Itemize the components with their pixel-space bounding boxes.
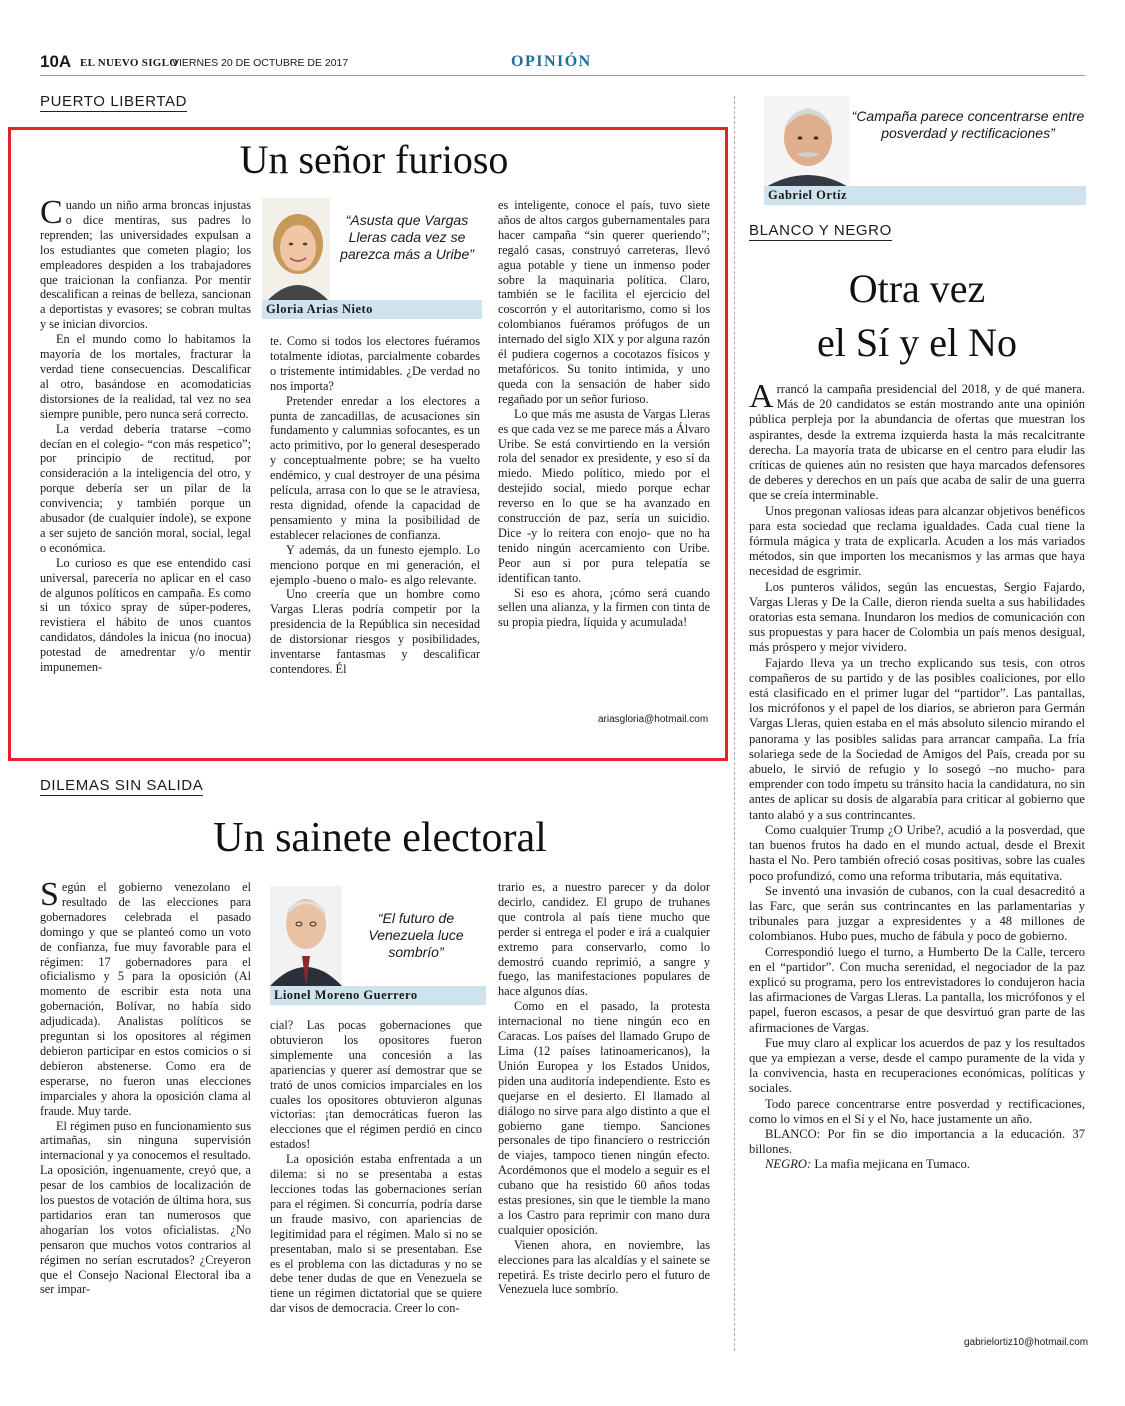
paragraph: Y además, da un funesto ejemplo. Lo menciono porque en mi generación, el ejemplo -bueno o malo- es algo relevante. [270,542,480,587]
article1-author-box [262,198,482,318]
article1-author-name: Gloria Arias Nieto [262,300,482,319]
paragraph: Correspondió luego el turno, a Humberto De la Calle, tercero en el “partidor”. Con mucha serenidad, el negociador de la paz explicó su programa, pero los entrevistadores lo condujeron hacia las afirmaciones de Vargas Lleras. La pantalla, los micrófonos y el papel, fueron escasos, a pesar de que desvirtuó gran parte de las afirmaciones de Vargas. [749,944,1085,1035]
author-photo [764,96,850,188]
dropcap: C [40,198,63,231]
paragraph: Arrancó la campaña presidencial del 2018, y de qué manera. Más de 20 candidatos se están mostrando ante una opinión pública perpleja por la abundancia de ofertas que muestran los aspirantes, desde la extrema izquierda hasta la más recalcitrante derecha. La mayoría trata de ubicarse en el centro para eludir las críticas de quienes aún no resisten que haya marcados defensores de deberes y derechos en un país que acaba de salir de una guerra que se creía interminable. [749,382,1085,503]
issue-date: VIERNES 20 DE OCTUBRE DE 2017 [172,57,349,69]
author-portrait-icon [262,198,330,300]
article3-pullquote: “Campaña parece concentrarse entre posverdad y rectificaciones” [851,108,1085,141]
article2-column-2 [270,1018,482,1350]
page-number: 10A [40,52,72,71]
author-portrait-icon [764,96,850,188]
article1-column-3 [498,198,710,710]
title-line: el Sí y el No [817,320,1017,365]
paragraph: cial? Las pocas gobernaciones que obtuvieron los opositores fueron simplemente una concesión a las apariencias y querer así demostrar que se trató de unos comicios imparciales en los cuales los opositores obtuvieron algunas victorias: ¡tan democráticas fueron las elecciones que el régimen perdió en cinco estados! [270,1018,482,1152]
paragraph: Fajardo lleva ya un trecho explicando sus tesis, con otros compañeros de su partido y de las posibles coaliciones, por ello está clasificado en el primer lugar del “partidor”. Las pantallas, los micrófonos y el papel de los diarios, se abrieron para Germán Vargas Lleras, quien estaba en el más absoluto silencio mirando el panorama y las posibles salidas para arrancar campaña. La fría solariega sede de la Sociedad de Amigos del País, creada por su abuelo, le sirvió de refugio y lo sosegó –no mucho- para emprender con todo ímpetu su tránsito hacia la candidatura, no sin antes de aplicar su dosis de algarabía para criticar al gobierno que tanto alabó y a sus contrincantes. [749,655,1085,822]
article1-kicker: PUERTO LIBERTAD [40,93,188,110]
paragraph: te. Como si todos los electores fuéramos totalmente idiotas, parcialmente cobardes o tristemente intimidables. ¿De verdad no nos importa? [270,334,480,393]
article1-column-2 [270,334,480,734]
paragraph: Lo que más me asusta de Vargas Lleras es que cada vez se me parece más a Álvaro Uribe. Se está convirtiendo en la versión rola del senador ex presidente, y eso sí da miedo. Miedo político, miedo por el destejido social, miedo porque echar reverso en lo que se ha avanzado en construcción de paz, sería un suicidio. Dice -y lo reitera con enojo- que no ha tenido ningún acercamiento con Uribe. Peor aun si por pura telepatía se identifican tanto. [498,406,710,585]
paragraph: Si eso es ahora, ¡cómo será cuando sellen una alianza, y la firmen con tinta de su propia piedra, líquida y acumulada! [498,585,710,630]
article1-column-1 [40,198,251,738]
article3-author-box [764,96,1086,208]
paragraph: Unos pregonan valiosas ideas para alcanzar objetivos benéficos para esta sociedad que reclama igualdades. Cada cual tiene la fórmula mágica y trata de explicarla. Acuden a los más variados métodos, sin que importen los mecanismos y las armas que haya necesidad de esgrimir. [749,503,1085,579]
section-name: OPINIÓN [511,53,592,70]
article1-pullquote: “Asusta que Vargas Lleras cada vez se parezca más a Uribe” [340,212,474,262]
paragraph: En el mundo como lo habitamos la mayoría de los mortales, fracturar la verdad tiene consecuencias. Descalificar al otro, basándose en acomodaticias distorsiones de la realidad, tal vez no sea siempre punible, pero nunca será correcto. [40,332,251,421]
article2-title: Un sainete electoral [213,815,547,861]
paragraph: El régimen puso en funcionamiento sus artimañas, sin ninguna supervisión internacional y ya conocemos el resultado. La oposición, ingenuamente, creyó que, a pesar de los cambios de localización de los puestos de votación de última hora, sus partidarios eran tan numerosos que ahogarían los votos oficialistas. ¿No pensaron que muchos votos contrarios al régimen no serían escrutados? ¿Creyeron que el Consejo Nacional Electoral iba a ser impar- [40,1118,251,1297]
article1-email[interactable]: ariasgloria@hotmail.com [598,714,709,725]
paragraph: Cuando un niño arma broncas injustas o dice mentiras, sus padres lo reprenden; las universidades expulsan a los estudiantes que cometen plagio; los empleadores despiden a los trabajadores que traicionan la confianza. Por mentir descalifican a reinas de belleza, sancionan a deportistas y evasores; se cobran multas y se inician divorcios. [40,198,251,332]
article2-column-3 [498,880,710,1350]
paragraph: La verdad debería tratarse –como decían en el colegio- “con más respetico”; por principio de rectitud, por consideración a la inteligencia del otro, y porque debería ser un pilar de la convivencia; y también porque un abusador (de cualquier índole), se expone a ser sujeto de sanción moral, social, legal o económica. [40,421,251,555]
paragraph: Pretender enredar a los electores a punta de zancadillas, de acusaciones sin fundamento y calumnias sofocantes, es un acto primitivo, por lo general desesperado y conceptualmente pobre; se ha vuelto endémico, y cual destroyer de una pésima película, arrasa con lo que se le atraviesa, resta dignidad, ofende la capacidad de pensamiento y mina la posibilidad de establecer relaciones de confianza. [270,393,480,542]
article3-body [749,382,1085,1334]
article2-pullquote: “El futuro de Venezuela luce sombrío” [368,910,464,960]
dropcap: A [749,382,774,415]
dropcap: S [40,880,59,913]
negro-line: NEGRO: La mafia mejicana en Tumaco. [765,1157,970,1172]
column-divider [734,96,735,1351]
paragraph: Todo parece concentrarse entre posverdad y rectificaciones, como lo vimos en el Sí y el No, hace justamente un año. [749,1096,1085,1126]
author-photo [262,198,330,300]
paragraph: Como cualquier Trump ¿O Uribe?, acudió a la posverdad, que tan buenos frutos ha dado en el mundo actual, desde el Brexit hasta el No. Pero también ofreció cosas positivas, sobre las cuales poco profundizó, como una reforma tributaria, más equitativa. [749,822,1085,883]
author-photo [270,886,342,986]
blanco-line: BLANCO: Por fin se dio importancia a la educación. 37 billones. [749,1126,1085,1157]
article2-kicker: DILEMAS SIN SALIDA [40,777,204,794]
paragraph: Los punteros válidos, según las encuestas, Sergio Fajardo, Vargas Lleras y De la Calle, dieron rienda suelta a sus habilidades oratorias esta semana. Inundaron los medios de comunicación con sus propuestas y para hacer de Colombia un país menos desigual, más próspero y mejor vividero. [749,579,1085,655]
article2-column-1 [40,880,251,1350]
article1-title: Un señor furioso [239,137,509,182]
paragraph: Como en el pasado, la protesta internacional no tiene ningún eco en Caracas. Los países del llamado Grupo de Lima (12 países latinoamericanos), la Unión Europea y los Estados Unidos, piden una auditoría independiente. Esto es quejarse en el desierto. El llamado al diálogo no sirve para algo distinto a que el gobierno gane tiempo. Sanciones personales de tipo financiero o restricción de viajes, tampoco tienen ningún efecto. Acordémonos que el modelo a seguir es el cubano que ha resistido 60 años todas estas presiones, sin que le tiemble la mano a los Castro para reprimir con mano dura cualquier oposición. [498,999,710,1237]
author-portrait-icon [270,886,342,986]
title-line: Otra vez [848,266,986,311]
paragraph: La oposición estaba enfrentada a un dilema: si no se presentaba a estas lecciones todas las gobernaciones serían para el régimen. Si concurría, podría darse un fraude masivo, con apariencias de legitimidad para el régimen. Malo si no se presentaban, malo si se presentaban. Ese es el problema con las dictaduras y no se debe tener dudas de que en Venezuela se tiene un régimen dictatorial que se quiere dar visos de democracia. Creer lo con- [270,1152,482,1316]
paragraph: Según el gobierno venezolano el resultado de las elecciones para gobernadores celebrada el pasado domingo y que se planteó como un voto de confianza, fue muy favorable para el régimen: 17 gobernadores para el oficialismo y 5 para la oposición (Al momento de escribir esta nota una gobernación, Bolívar, no había sido adjudicada). Analistas políticos se preguntan si los opositores al régimen debieron participar en estos comicios o si debieron abstenerse. Como era de esperarse, no fueron unas elecciones imparciales y ahora la oposición clama al fraude. Muy tarde. [40,880,251,1118]
paragraph: Fue muy claro al explicar los acuerdos de paz y los resultados que ya empiezan a verse, desde el campo puramente de la vida y la convivencia, hasta en recuperaciones económicas, políticas y sociales. [749,1035,1085,1096]
paragraph: trario es, a nuestro parecer y da dolor decirlo, candidez. El grupo de truhanes que controla al país tiene mucho que perder si entrega el poder e irá a cualquier extremo para conservarlo, como lo demostró cuando reprimió, a sangre y fuego, las manifestaciones populares de hace algunos días. [498,880,710,999]
masthead [40,50,1085,76]
article3-email[interactable]: gabrielortiz10@hotmail.com [964,1337,1089,1348]
paragraph: Se inventó una invasión de cubanos, con la cual desacreditó a las Farc, que serán sus contrincantes en las parlamentarias y tribunales para juzgar a expresidentes y a 48 millones de colombianos. Hubo pues, mucho de fábula y poco de gobierno. [749,883,1085,944]
article2-author-name: Lionel Moreno Guerrero [270,986,486,1005]
paragraph: Lo curioso es que ese entendido casi universal, parecería no aplicar en el caso de algunos políticos en campaña. Es como si un tóxico spray de súper-poderes, revistiera el hábito de unos cuantos candidatos, dándoles la inicua (no inocua) potestad de amedrentar y/o mentir impunemen- [40,555,251,675]
paragraph: es inteligente, conoce el país, tuvo siete años de altos cargos gubernamentales para hacer campaña “sin querer queriendo”; regaló casas, construyó carreteras, llevó agua potable y tiene un inmenso poder sobre la maquinaria política. Claro, también se le facilita el ejercicio del coscorrón y el autoritarismo, como si los colombianos fuéramos prófugos de un internado del siglo XIX y por alguna razón él pudiera cogernos a cocotazos físicos y metafóricos. Su tonito intimida, y uno queda con la sensación de haber sido regañado por un señor furioso. [498,198,710,406]
article3-author-name: Gabriel Ortíz [764,186,1086,205]
newspaper-name: EL NUEVO SIGLO [80,57,179,69]
article2-author-box [270,880,486,1004]
article3-title [749,262,1085,370]
paragraph: Vienen ahora, en noviembre, las elecciones para las alcaldías y el sainete se repetirá. Es triste decirlo pero el futuro de Venezuela luce sombrío. [498,1237,710,1297]
negro-label: NEGRO: [765,1157,812,1172]
article3-kicker: BLANCO Y NEGRO [749,222,892,239]
paragraph: Uno creería que un hombre como Vargas Lleras podría competir por la presidencia de la República sin necesidad de distorsionar riesgos y posibilidades, inventarse fantasmas y descalificar contendores. Él [270,587,480,676]
